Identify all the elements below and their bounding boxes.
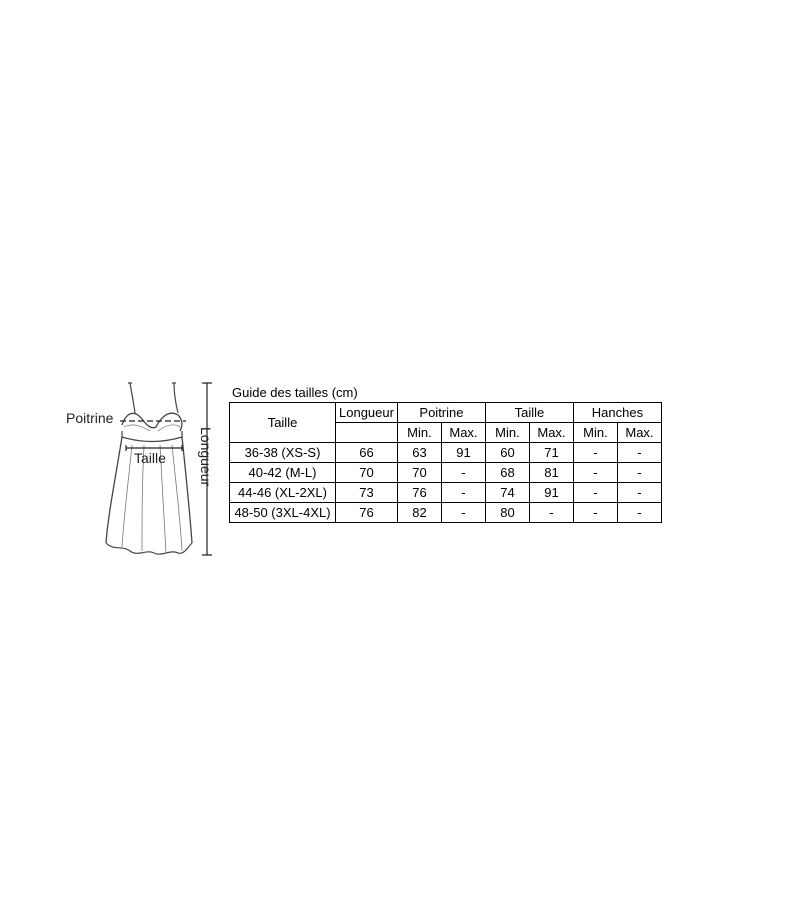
table-cell: 91 — [441, 443, 485, 463]
table-cell: - — [617, 443, 661, 463]
table-cell: 71 — [529, 443, 573, 463]
table-cell: - — [573, 483, 617, 503]
table-cell: 68 — [485, 463, 529, 483]
header-size: Taille — [230, 403, 336, 443]
table-header-row — [230, 403, 662, 423]
size-guide-title: Guide des tailles (cm) — [232, 385, 358, 400]
table-cell: 40-42 (M-L) — [230, 463, 336, 483]
table-cell: 73 — [336, 483, 398, 503]
table-cell: 82 — [397, 503, 441, 523]
header-hips: Hanches — [573, 403, 661, 423]
table-cell: - — [573, 443, 617, 463]
table-cell: - — [617, 483, 661, 503]
table-cell: - — [441, 483, 485, 503]
table-row — [230, 503, 662, 523]
table-cell: - — [529, 503, 573, 523]
figure-label-length: Longueur — [198, 427, 214, 487]
dress-outline-illustration — [62, 375, 222, 565]
header-chest: Poitrine — [397, 403, 485, 423]
header-hips-max: Max. — [617, 423, 661, 443]
table-cell: 76 — [336, 503, 398, 523]
table-cell: 63 — [397, 443, 441, 463]
dress-size-figure — [62, 375, 222, 565]
header-length-empty — [336, 423, 398, 443]
table-cell: 66 — [336, 443, 398, 463]
table-cell: - — [441, 463, 485, 483]
table-row — [230, 443, 662, 463]
table-cell: - — [573, 463, 617, 483]
table-cell: 91 — [529, 483, 573, 503]
table-cell: 36-38 (XS-S) — [230, 443, 336, 463]
table-cell: 81 — [529, 463, 573, 483]
figure-label-waist: Taille — [134, 450, 166, 466]
table-cell: - — [617, 503, 661, 523]
table-cell: 74 — [485, 483, 529, 503]
header-waist: Taille — [485, 403, 573, 423]
table-cell: 70 — [397, 463, 441, 483]
table-cell: 80 — [485, 503, 529, 523]
table-cell: 60 — [485, 443, 529, 463]
table-cell: 48-50 (3XL-4XL) — [230, 503, 336, 523]
header-waist-min: Min. — [485, 423, 529, 443]
header-waist-max: Max. — [529, 423, 573, 443]
table-cell: - — [573, 503, 617, 523]
table-cell: - — [441, 503, 485, 523]
header-chest-max: Max. — [441, 423, 485, 443]
table-row — [230, 463, 662, 483]
table-row — [230, 483, 662, 503]
table-cell: - — [617, 463, 661, 483]
header-chest-min: Min. — [397, 423, 441, 443]
header-hips-min: Min. — [573, 423, 617, 443]
table-cell: 44-46 (XL-2XL) — [230, 483, 336, 503]
figure-label-chest: Poitrine — [66, 410, 114, 426]
size-guide-table — [229, 402, 662, 523]
header-length: Longueur — [336, 403, 398, 423]
table-cell: 70 — [336, 463, 398, 483]
table-cell: 76 — [397, 483, 441, 503]
